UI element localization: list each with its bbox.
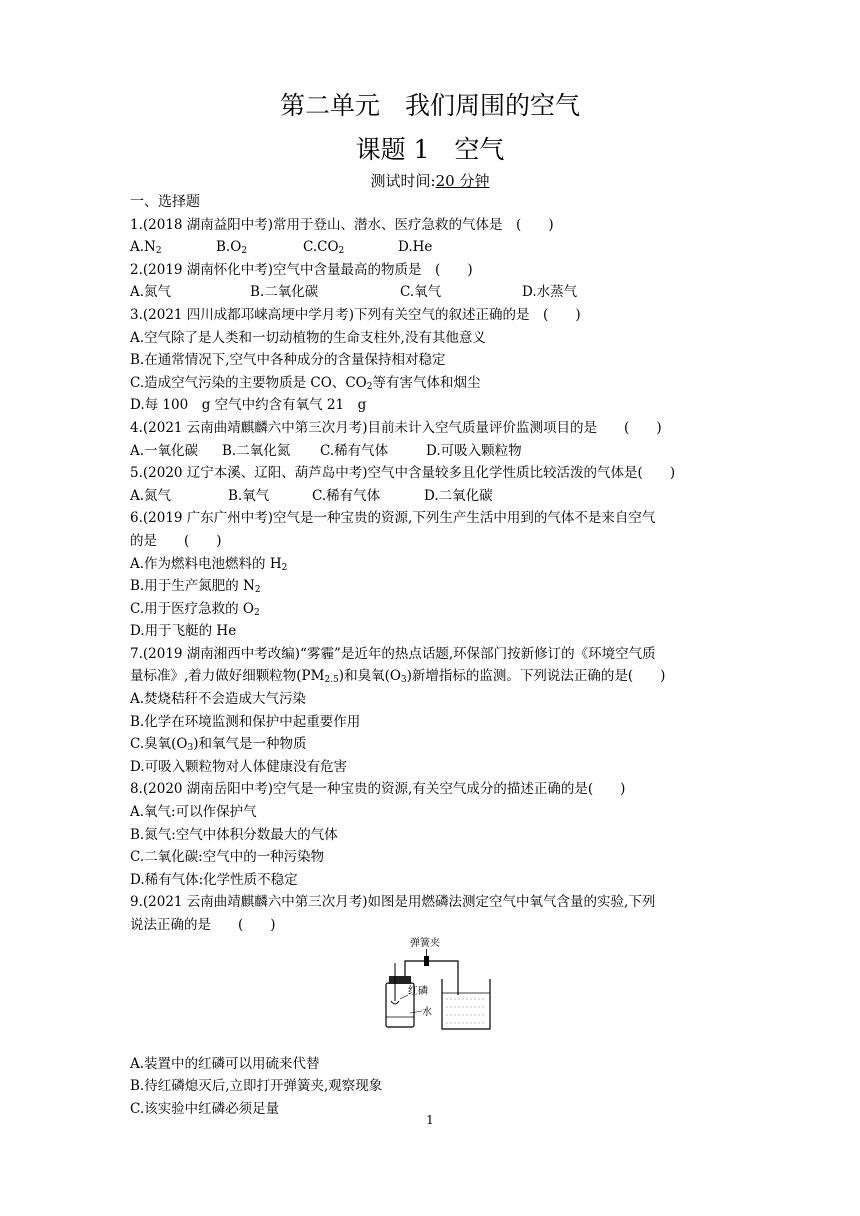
test-time xyxy=(0,170,860,191)
q9-option-c: C.该实验中红磷必须足量 xyxy=(130,1100,280,1117)
q7-stem-continued: 量标准》,着力做好细颗粒物$(PM_{2.5})$和臭氧$(O_3)$新增指标的监测。下列说法正确的是( ) xyxy=(130,668,666,686)
section-heading: 一、选择题 xyxy=(130,194,200,210)
q8-option-c: C.二氧化碳:空气中的一种污染物 xyxy=(130,849,325,866)
q2-stem: 2.(2019 湖南怀化中考)空气中含量最高的物质是 ( ) xyxy=(130,261,473,278)
q1-option-c: $C.CO_2$ xyxy=(303,239,345,257)
q5-stem: 5.(2020 辽宁本溪、辽阳、葫芦岛中考)空气中含量较多且化学性质比较活泼的气体是( ) xyxy=(130,465,676,482)
label-water: 水 xyxy=(422,1006,432,1018)
q7-option-c: C.臭氧$(O_3)$和氧气是一种物质 xyxy=(130,736,307,754)
q4-option-d: D.可吸入颗粒物 xyxy=(426,442,522,459)
q9-option-b: B.待红磷熄灭后,立即打开弹簧夹,观察现象 xyxy=(130,1078,383,1095)
q5-option-b: B.氧气 xyxy=(228,487,270,504)
q4-option-a: A.一氧化碳 xyxy=(130,442,199,459)
label-red-phosphorus: 红磷 xyxy=(408,985,428,997)
leader-water xyxy=(410,1011,422,1013)
q4-option-b: B.二氧化氮 xyxy=(222,442,291,459)
q7-option-b: B.化学在环境监测和保护中起重要作用 xyxy=(130,713,361,730)
q6-option-c: C.用于医疗急救的 $O_2$ xyxy=(130,600,260,618)
q3-option-a: A.空气除了是人类和一切动植物的生命支柱外,没有其他意义 xyxy=(130,329,486,346)
beaker xyxy=(442,979,490,1029)
question-list xyxy=(130,191,740,1120)
test-time-value: 20 分钟 xyxy=(435,172,490,190)
q6-stem: 6.(2019 广东广州中考)空气是一种宝贵的资源,下列生产生活中用到的气体不是来自空气 xyxy=(130,510,656,527)
q6-option-d: D.用于飞艇的 He xyxy=(130,623,237,640)
q1-options xyxy=(130,236,740,259)
q8-stem: 8.(2020 湖南岳阳中考)空气是一种宝贵的资源,有关空气成分的描述正确的是( ) xyxy=(130,781,626,798)
q5-option-d: D.二氧化碳 xyxy=(424,487,493,504)
q3-stem: 3.(2021 四川成都邛崃高埂中学月考)下列有关空气的叙述正确的是 ( ) xyxy=(130,306,581,323)
spring-clamp xyxy=(424,956,429,966)
q1-option-d: D.He xyxy=(398,239,433,256)
q1-option-b: $B.O_2$ xyxy=(216,239,248,257)
q2-option-a: A.氮气 xyxy=(130,284,172,301)
q9-option-a: A.装置中的红磷可以用硫来代替 xyxy=(130,1055,320,1072)
q5-options xyxy=(130,485,740,508)
label-spring-clamp: 弹簧夹 xyxy=(410,937,440,949)
q5-option-a: A.氮气 xyxy=(130,487,172,504)
q3-option-d: D.每 100 g 空气中约含有氧气 21 g xyxy=(130,397,367,414)
q3-option-c: C.造成空气污染的主要物质是 CO、$CO_2$等有害气体和烟尘 xyxy=(130,374,481,392)
q7-stem: 7.(2019 湖南湘西中考改编)“雾霾”是近年的热点话题,环保部门按新修订的《环境空气质 xyxy=(130,645,656,662)
q8-option-a: A.氧气:可以作保护气 xyxy=(130,804,257,821)
q5-option-c: C.稀有气体 xyxy=(312,487,381,504)
q6-stem-continued: 的是 ( ) xyxy=(130,532,222,549)
test-time-label: 测试时间: xyxy=(370,172,436,190)
q9-stem: 9.(2021 云南曲靖麒麟六中第三次月考)如图是用燃磷法测定空气中氧气含量的实验,下列 xyxy=(130,894,656,911)
q7-option-d: D.可吸入颗粒物对人体健康没有危害 xyxy=(130,758,348,775)
q6-option-a: A.作为燃料电池燃料的 $H_2$ xyxy=(130,555,288,573)
q8-option-d: D.稀有气体:化学性质不稳定 xyxy=(130,871,298,888)
q2-options xyxy=(130,281,740,304)
lesson-title: 课题 1 空气 xyxy=(355,135,505,164)
q2-option-b: B.二氧化碳 xyxy=(250,284,319,301)
q2-option-d: D.水蒸气 xyxy=(522,284,578,301)
phosphorus-experiment-figure xyxy=(130,937,740,1053)
page-title: 第二单元 我们周围的空气 xyxy=(279,91,580,120)
q6-option-b: B.用于生产氮肥的 $N_2$ xyxy=(130,578,261,596)
q2-option-c: C.氧气 xyxy=(400,284,442,301)
q4-options xyxy=(130,440,740,463)
q3-option-b: B.在通常情况下,空气中各种成分的含量保持相对稳定 xyxy=(130,352,446,369)
q7-option-a: A.焚烧秸秆不会造成大气污染 xyxy=(130,691,307,708)
stopper xyxy=(389,976,411,984)
q4-stem: 4.(2021 云南曲靖麒麟六中第三次月考)目前未计入空气质量评价监测项目的是 ( ) xyxy=(130,419,662,436)
q9-stem-continued: 说法正确的是 ( ) xyxy=(130,917,276,933)
q4-option-c: C.稀有气体 xyxy=(320,442,389,459)
q1-option-a: $A.N_2$ xyxy=(130,239,162,257)
spoon-bowl xyxy=(391,1001,399,1004)
page-number: 1 xyxy=(426,1113,434,1127)
q8-option-b: B.氮气:空气中体积分数最大的气体 xyxy=(130,826,338,843)
leader-phosphorus xyxy=(400,995,408,999)
q1-stem: 1.(2018 湖南益阳中考)常用于登山、潜水、医疗急救的气体是 ( ) xyxy=(130,216,554,233)
apparatus-diagram xyxy=(378,937,498,1053)
